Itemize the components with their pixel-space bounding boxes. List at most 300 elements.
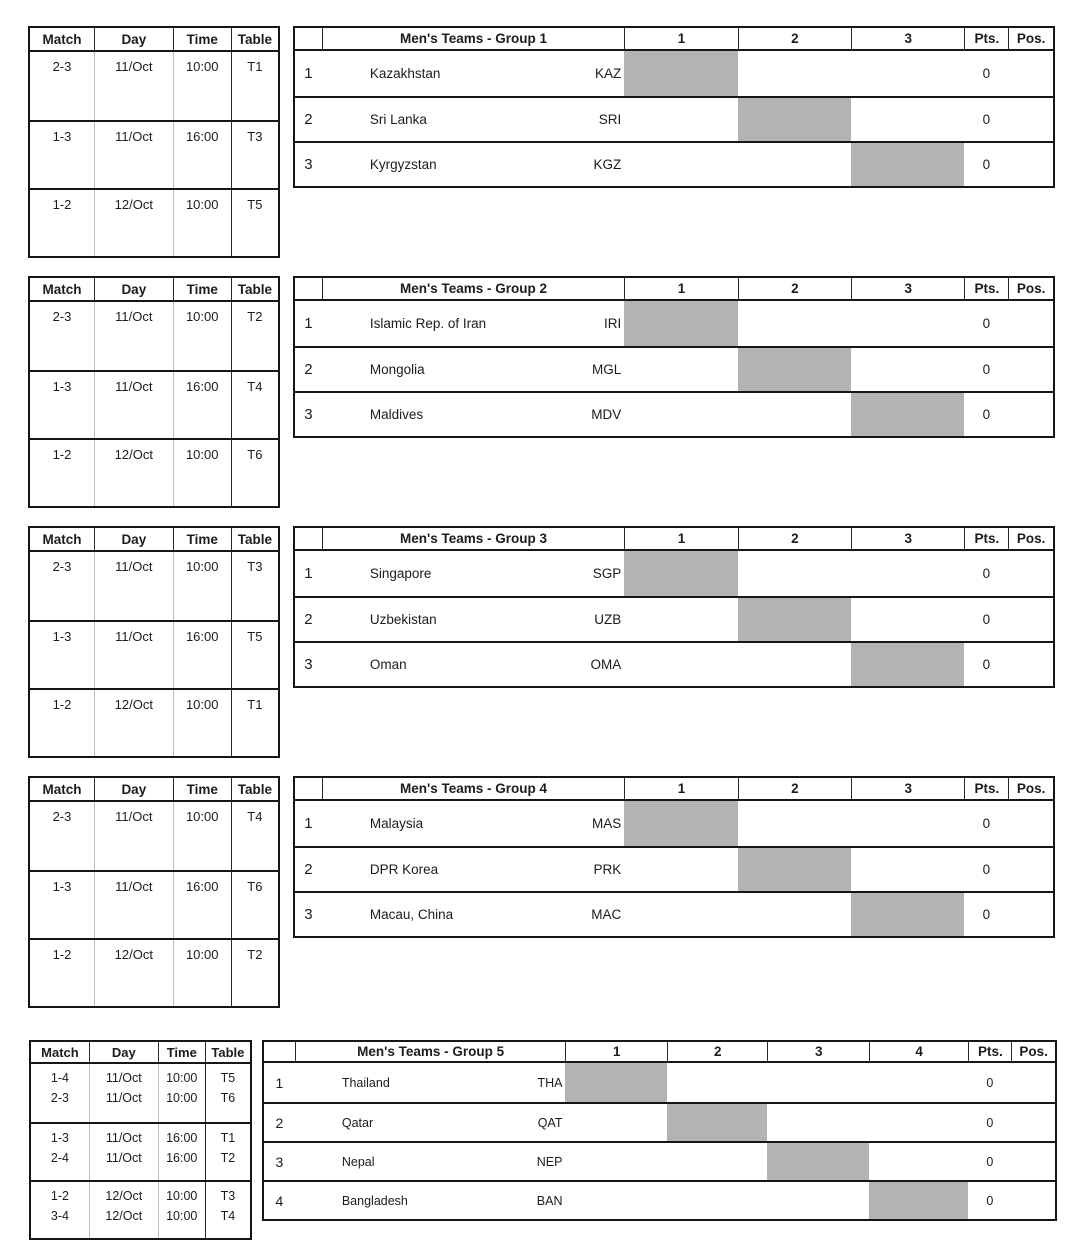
- schedule-time-value: 10:00: [166, 1071, 198, 1085]
- team-number: 3: [304, 906, 313, 923]
- schedule-table-group-4: [28, 776, 280, 1008]
- team-name: Thailand: [341, 1075, 390, 1090]
- pts-value: 0: [982, 157, 991, 172]
- schedule-match-value: 2-4: [50, 1151, 69, 1165]
- schedule-cell-table: [231, 940, 278, 1006]
- schedule-cell-table: [231, 52, 278, 120]
- result-cell: [624, 143, 737, 186]
- standings-header-number-cell: [295, 278, 322, 299]
- group-title: Men's Teams - Group 5: [295, 1042, 566, 1061]
- pos-cell: [1008, 98, 1053, 141]
- team-cell: [322, 598, 624, 641]
- result-cell: [738, 393, 851, 436]
- schedule-cell-table: [231, 122, 278, 188]
- team-number: 1: [275, 1074, 284, 1091]
- schedule-time-value: 16:00: [185, 129, 219, 144]
- schedule-day-value: 11/Oct: [115, 879, 153, 894]
- result-cell: [667, 1182, 767, 1219]
- pts-value: 0: [982, 612, 991, 627]
- schedule-header-table: Table: [231, 28, 278, 50]
- team-code: QAT: [537, 1115, 563, 1130]
- schedule-cell-time: [173, 940, 231, 1006]
- pts-value: 0: [982, 316, 991, 331]
- schedule-time-value: 16:00: [185, 879, 219, 894]
- schedule-header-day: Day: [89, 1042, 158, 1062]
- schedule-cell-day: [89, 1124, 158, 1180]
- schedule-cell-day: [94, 940, 173, 1006]
- pts-header: Pts.: [964, 528, 1008, 549]
- pos-cell: [1008, 643, 1053, 686]
- standings-header-row: [295, 528, 1053, 551]
- team-code: SGP: [592, 566, 622, 581]
- schedule-cell-match: [30, 190, 94, 256]
- schedule-match-value: 2-3: [52, 59, 72, 74]
- schedule-row: [30, 370, 278, 438]
- result-cell: [851, 551, 964, 596]
- team-name: Maldives: [369, 407, 424, 422]
- schedule-table-group-1: [28, 26, 280, 258]
- schedule-cell-match: [30, 940, 94, 1006]
- schedule-cell-table: [231, 190, 278, 256]
- schedule-match-value: 1-4: [50, 1071, 69, 1085]
- team-row: [295, 346, 1053, 391]
- schedule-row: [30, 938, 278, 1006]
- result-cell: [624, 348, 737, 391]
- team-name: Mongolia: [369, 362, 425, 377]
- schedule-cell-day: [94, 690, 173, 756]
- schedule-header-table: Table: [231, 528, 278, 550]
- pts-header: Pts.: [964, 278, 1008, 299]
- team-code: OMA: [590, 657, 622, 672]
- team-number: 2: [304, 611, 313, 628]
- standings-header-row: [295, 778, 1053, 801]
- self-match-cell: [851, 143, 964, 186]
- team-cell: [322, 393, 624, 436]
- match-column-header-2: 2: [667, 1042, 768, 1061]
- pos-cell: [1008, 301, 1053, 346]
- schedule-table-value: T3: [247, 129, 263, 144]
- pts-value: 0: [986, 1115, 994, 1130]
- schedule-time-value: 10:00: [185, 697, 219, 712]
- schedule-header-day: Day: [94, 278, 173, 300]
- standings-header-number-cell: [295, 778, 322, 799]
- team-cell: [322, 143, 624, 186]
- schedule-time-value: 10:00: [166, 1209, 198, 1223]
- standings-table-group-4: [293, 776, 1055, 938]
- schedule-row: [30, 870, 278, 938]
- pts-value: 0: [982, 362, 991, 377]
- schedule-time-value: 10:00: [185, 59, 219, 74]
- schedule-cell-time: [173, 372, 231, 438]
- schedule-cell-day: [94, 190, 173, 256]
- schedule-cell-day: [94, 552, 173, 620]
- schedule-row: [30, 188, 278, 256]
- self-match-cell: [851, 893, 964, 936]
- schedule-cell-table: [231, 622, 278, 688]
- self-match-cell: [624, 301, 737, 346]
- team-name: Qatar: [341, 1115, 374, 1130]
- schedule-day-value: 11/Oct: [115, 629, 153, 644]
- team-cell: [322, 801, 624, 846]
- pos-cell: [1008, 848, 1053, 891]
- team-row: [295, 391, 1053, 436]
- self-match-cell: [738, 98, 851, 141]
- schedule-match-value: 1-2: [52, 697, 72, 712]
- schedule-match-value: 1-2: [52, 447, 72, 462]
- team-row: [295, 96, 1053, 141]
- schedule-day-value: 11/Oct: [105, 1131, 142, 1145]
- schedule-table-value: T4: [247, 379, 263, 394]
- result-cell: [624, 848, 737, 891]
- team-cell: [322, 301, 624, 346]
- schedule-day-value: 11/Oct: [115, 809, 153, 824]
- team-code: UZB: [594, 612, 622, 627]
- schedule-table-value: T5: [220, 1071, 236, 1085]
- schedule-match-value: 1-3: [50, 1131, 69, 1145]
- schedule-day-value: 11/Oct: [115, 379, 153, 394]
- schedule-cell-time: [173, 802, 231, 870]
- pos-cell: [1011, 1063, 1055, 1102]
- pts-value: 0: [986, 1193, 994, 1208]
- match-column-header-3: 3: [767, 1042, 868, 1061]
- schedule-cell-table: [231, 690, 278, 756]
- team-row: [295, 891, 1053, 936]
- schedule-row: [31, 1122, 250, 1180]
- result-cell: [738, 143, 851, 186]
- group-title: Men's Teams - Group 2: [322, 278, 624, 299]
- schedule-day-value: 11/Oct: [105, 1071, 142, 1085]
- schedule-table-value: T4: [220, 1209, 236, 1223]
- team-name: Kyrgyzstan: [369, 157, 437, 172]
- schedule-table-value: T3: [247, 559, 263, 574]
- schedule-row: [30, 688, 278, 756]
- schedule-table-value: T6: [247, 447, 263, 462]
- schedule-table-value: T2: [247, 947, 263, 962]
- team-name: DPR Korea: [369, 862, 439, 877]
- schedule-match-value: 1-3: [52, 629, 72, 644]
- schedule-table-value: T1: [247, 59, 263, 74]
- schedule-time-value: 10:00: [166, 1189, 198, 1203]
- schedule-cell-match: [30, 622, 94, 688]
- schedule-table-value: T3: [220, 1189, 236, 1203]
- pts-value: 0: [986, 1154, 994, 1169]
- schedule-match-value: 3-4: [50, 1209, 69, 1223]
- schedule-match-value: 1-3: [52, 879, 72, 894]
- result-cell: [738, 893, 851, 936]
- team-name: Malaysia: [369, 816, 424, 831]
- team-number: 1: [304, 315, 313, 332]
- result-cell: [851, 51, 964, 96]
- team-row: [295, 801, 1053, 846]
- schedule-table-group-2: [28, 276, 280, 508]
- result-cell: [851, 848, 964, 891]
- schedule-cell-day: [94, 872, 173, 938]
- schedule-cell-day: [89, 1064, 158, 1122]
- team-row: [295, 141, 1053, 186]
- schedule-cell-time: [173, 872, 231, 938]
- match-column-header-4: 4: [869, 1042, 969, 1061]
- schedule-cell-time: [173, 122, 231, 188]
- result-cell: [851, 98, 964, 141]
- schedule-cell-day: [89, 1182, 158, 1238]
- result-cell: [851, 301, 964, 346]
- team-row: [264, 1102, 1055, 1141]
- standings-table-group-5: [262, 1040, 1057, 1221]
- team-cell: [322, 98, 624, 141]
- schedule-cell-time: [173, 302, 231, 370]
- standings-header-row: [264, 1042, 1055, 1063]
- schedule-time-value: 16:00: [166, 1151, 198, 1165]
- standings-header-number-cell: [295, 528, 322, 549]
- schedule-day-value: 12/Oct: [114, 697, 153, 712]
- schedule-cell-table: [205, 1124, 250, 1180]
- pos-cell: [1011, 1182, 1055, 1219]
- team-cell: [295, 1182, 566, 1219]
- schedule-match-value: 2-3: [52, 559, 72, 574]
- team-number: 2: [304, 111, 313, 128]
- pos-cell: [1008, 348, 1053, 391]
- pos-cell: [1011, 1143, 1055, 1180]
- schedule-header-match: Match: [42, 781, 82, 797]
- team-code: KAZ: [595, 66, 622, 81]
- schedule-cell-match: [30, 372, 94, 438]
- schedule-header-table: Table: [205, 1042, 250, 1062]
- team-cell: [295, 1143, 566, 1180]
- result-cell: [869, 1104, 969, 1141]
- schedule-cell-time: [173, 690, 231, 756]
- team-code: MAS: [592, 816, 622, 831]
- pts-value: 0: [982, 862, 991, 877]
- team-row: [295, 551, 1053, 596]
- schedule-row: [30, 552, 278, 620]
- match-column-header-1: 1: [565, 1042, 666, 1061]
- schedule-time-value: 16:00: [185, 379, 219, 394]
- schedule-time-value: 10:00: [185, 197, 219, 212]
- team-row: [295, 596, 1053, 641]
- team-cell: [322, 643, 624, 686]
- self-match-cell: [624, 801, 737, 846]
- result-cell: [767, 1182, 868, 1219]
- schedule-cell-day: [94, 52, 173, 120]
- schedule-cell-match: [30, 690, 94, 756]
- schedule-table-group-3: [28, 526, 280, 758]
- schedule-cell-match: [30, 872, 94, 938]
- schedule-header-row: [30, 528, 278, 552]
- schedule-cell-match: [30, 440, 94, 506]
- schedule-match-value: 2-3: [52, 809, 72, 824]
- match-column-header-3: 3: [851, 28, 964, 49]
- result-cell: [738, 301, 851, 346]
- match-column-header-3: 3: [851, 278, 964, 299]
- schedule-table-value: T4: [247, 809, 263, 824]
- schedule-match-value: 1-2: [52, 197, 72, 212]
- result-cell: [851, 801, 964, 846]
- schedule-header-row: [30, 278, 278, 302]
- schedule-header-table: Table: [231, 778, 278, 800]
- pts-value: 0: [982, 407, 991, 422]
- schedule-match-value: 1-2: [52, 947, 72, 962]
- team-row: [264, 1141, 1055, 1180]
- match-column-header-1: 1: [624, 778, 737, 799]
- team-cell: [322, 51, 624, 96]
- pos-header: Pos.: [1011, 1042, 1055, 1061]
- schedule-cell-match: [31, 1182, 89, 1238]
- schedule-row: [30, 438, 278, 506]
- match-column-header-3: 3: [851, 528, 964, 549]
- result-cell: [667, 1063, 767, 1102]
- self-match-cell: [738, 848, 851, 891]
- schedule-table-value: T5: [247, 629, 263, 644]
- schedule-time-value: 16:00: [166, 1131, 198, 1145]
- schedule-cell-match: [30, 122, 94, 188]
- schedule-table-value: T6: [220, 1091, 236, 1105]
- schedule-table-group-5: [29, 1040, 252, 1240]
- team-name: Oman: [369, 657, 407, 672]
- schedule-table-value: T2: [247, 309, 263, 324]
- pts-header: Pts.: [964, 778, 1008, 799]
- schedule-cell-match: [30, 52, 94, 120]
- team-code: MAC: [591, 907, 622, 922]
- schedule-day-value: 12/Oct: [114, 947, 153, 962]
- result-cell: [565, 1104, 666, 1141]
- schedule-cell-match: [31, 1064, 89, 1122]
- pos-header: Pos.: [1008, 528, 1053, 549]
- self-match-cell: [851, 643, 964, 686]
- schedule-cell-time: [173, 52, 231, 120]
- schedule-header-table: Table: [231, 278, 278, 300]
- schedule-time-value: 10:00: [185, 809, 219, 824]
- schedule-cell-table: [231, 302, 278, 370]
- schedule-row: [31, 1064, 250, 1122]
- schedule-time-value: 10:00: [185, 309, 219, 324]
- schedule-cell-day: [94, 122, 173, 188]
- result-cell: [851, 348, 964, 391]
- standings-table-group-3: [293, 526, 1055, 688]
- result-cell: [767, 1063, 868, 1102]
- team-name: Bangladesh: [341, 1193, 408, 1208]
- pos-cell: [1008, 51, 1053, 96]
- match-column-header-2: 2: [738, 28, 851, 49]
- team-name: Singapore: [369, 566, 432, 581]
- schedule-cell-time: [158, 1182, 205, 1238]
- result-cell: [624, 393, 737, 436]
- schedule-day-value: 11/Oct: [115, 309, 153, 324]
- match-column-header-2: 2: [738, 778, 851, 799]
- schedule-cell-day: [94, 440, 173, 506]
- schedule-header-row: [30, 778, 278, 802]
- self-match-cell: [767, 1143, 868, 1180]
- result-cell: [851, 598, 964, 641]
- schedule-cell-table: [205, 1182, 250, 1238]
- schedule-cell-time: [173, 622, 231, 688]
- schedule-row: [30, 52, 278, 120]
- schedule-cell-match: [31, 1124, 89, 1180]
- self-match-cell: [624, 51, 737, 96]
- pts-value: 0: [982, 657, 991, 672]
- pts-header: Pts.: [964, 28, 1008, 49]
- match-column-header-1: 1: [624, 528, 737, 549]
- schedule-cell-day: [94, 302, 173, 370]
- match-column-header-2: 2: [738, 528, 851, 549]
- team-name: Sri Lanka: [369, 112, 427, 127]
- team-cell: [322, 848, 624, 891]
- pos-cell: [1008, 393, 1053, 436]
- self-match-cell: [738, 598, 851, 641]
- schedule-day-value: 12/Oct: [114, 447, 153, 462]
- schedule-table-value: T6: [247, 879, 263, 894]
- pts-value: 0: [982, 907, 991, 922]
- schedule-time-value: 10:00: [185, 559, 219, 574]
- result-cell: [738, 51, 851, 96]
- result-cell: [624, 893, 737, 936]
- schedule-cell-table: [231, 802, 278, 870]
- team-cell: [322, 348, 624, 391]
- team-name: Kazakhstan: [369, 66, 441, 81]
- schedule-row: [31, 1180, 250, 1238]
- match-column-header-2: 2: [738, 278, 851, 299]
- team-number: 1: [304, 565, 313, 582]
- schedule-header-match: Match: [42, 31, 82, 47]
- pts-header: Pts.: [968, 1042, 1011, 1061]
- standings-table-group-1: [293, 26, 1055, 188]
- team-name: Uzbekistan: [369, 612, 437, 627]
- schedule-cell-day: [94, 802, 173, 870]
- schedule-time-value: 16:00: [185, 629, 219, 644]
- team-code: BAN: [536, 1193, 563, 1208]
- pts-value: 0: [982, 816, 991, 831]
- schedule-row: [30, 620, 278, 688]
- schedule-time-value: 10:00: [185, 447, 219, 462]
- team-row: [295, 641, 1053, 686]
- self-match-cell: [851, 393, 964, 436]
- team-number: 3: [304, 156, 313, 173]
- team-cell: [295, 1104, 566, 1141]
- team-row: [264, 1063, 1055, 1102]
- schedule-cell-day: [94, 372, 173, 438]
- result-cell: [667, 1143, 767, 1180]
- standings-header-number-cell: [295, 28, 322, 49]
- schedule-cell-day: [94, 622, 173, 688]
- team-name: Macau, China: [369, 907, 454, 922]
- team-number: 1: [304, 815, 313, 832]
- self-match-cell: [667, 1104, 767, 1141]
- schedule-header-row: [31, 1042, 250, 1064]
- schedule-header-day: Day: [94, 778, 173, 800]
- team-code: IRI: [604, 316, 622, 331]
- team-name: Nepal: [341, 1154, 375, 1169]
- result-cell: [624, 643, 737, 686]
- schedule-cell-table: [231, 372, 278, 438]
- schedule-cell-table: [231, 872, 278, 938]
- standings-header-row: [295, 28, 1053, 51]
- schedule-match-value: 1-2: [50, 1189, 69, 1203]
- schedule-match-value: 2-3: [52, 309, 72, 324]
- team-cell: [295, 1063, 566, 1102]
- pos-cell: [1011, 1104, 1055, 1141]
- team-code: MGL: [592, 362, 622, 377]
- schedule-header-day: Day: [94, 28, 173, 50]
- schedule-cell-table: [205, 1064, 250, 1122]
- schedule-day-value: 11/Oct: [115, 59, 153, 74]
- pos-cell: [1008, 551, 1053, 596]
- team-number: 3: [304, 406, 313, 423]
- result-cell: [869, 1063, 969, 1102]
- schedule-table-value: T2: [220, 1151, 236, 1165]
- team-cell: [322, 893, 624, 936]
- schedule-table-value: T1: [220, 1131, 236, 1145]
- schedule-day-value: 12/Oct: [105, 1209, 143, 1223]
- schedule-row: [30, 802, 278, 870]
